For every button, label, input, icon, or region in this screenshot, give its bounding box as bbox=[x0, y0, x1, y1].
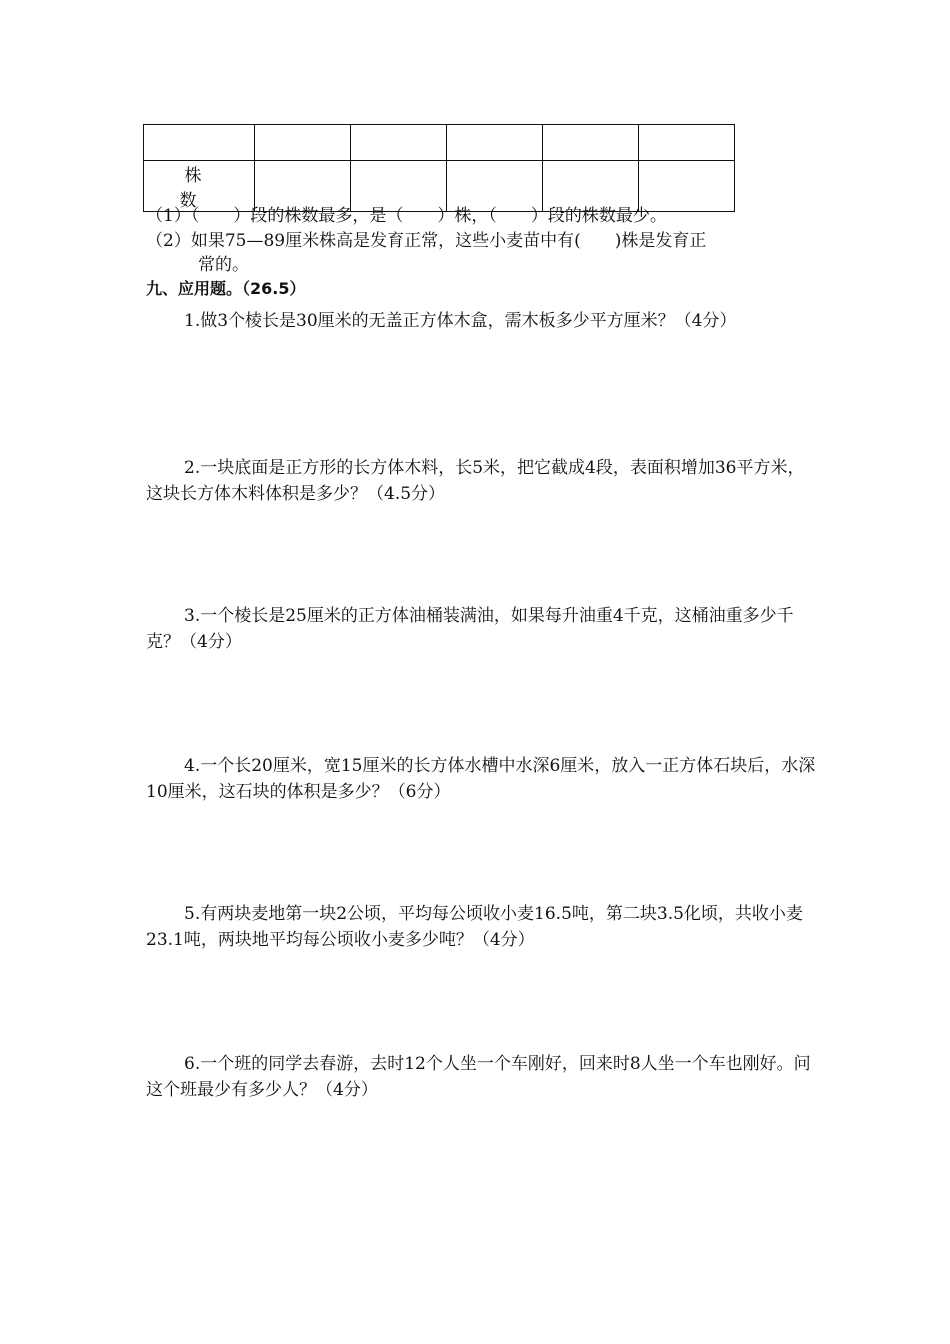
table-cell bbox=[255, 125, 351, 161]
table-row bbox=[144, 125, 735, 161]
fill-line-3: 常的。 bbox=[198, 255, 249, 275]
question-text: 2.一块底面是正方形的长方体木料，长5米，把它截成4段，表面积增加36平方米，这块长方体木料体积是多少？（4.5分） bbox=[146, 458, 805, 504]
question-text: 6.一个班的同学去春游，去时12个人坐一个车刚好，回来时8人坐一个车也刚好。问这个班最少有多少人？（4分） bbox=[146, 1054, 811, 1100]
frequency-table bbox=[143, 124, 735, 212]
table-cell bbox=[543, 125, 639, 161]
question-text: 5.有两块麦地第一块2公顷，平均每公顷收小麦16.5吨，第二块3.5化顷，共收小麦23.1吨，两块地平均每公顷收小麦多少吨？（4分） bbox=[146, 904, 803, 950]
question-text: 1.做3个棱长是30厘米的无盖正方体木盒，需木板多少平方厘米？（4分） bbox=[184, 311, 737, 331]
question-4 bbox=[146, 753, 816, 805]
table-cell bbox=[351, 125, 447, 161]
row-label: 株 数 bbox=[179, 166, 224, 211]
table-cell bbox=[144, 125, 255, 161]
question-1 bbox=[146, 308, 816, 334]
fill-line-2: （2）如果75—89厘米株高是发育正常，这些小麦苗中有( )株是发育正 bbox=[146, 231, 707, 251]
question-text: 4.一个长20厘米，宽15厘米的长方体水槽中水深6厘米，放入一正方体石块后，水深10厘米，这石块的体积是多少？（6分） bbox=[146, 756, 816, 802]
table-cell bbox=[639, 125, 735, 161]
question-5 bbox=[146, 901, 816, 953]
section-title: 九、应用题。（26.5） bbox=[146, 279, 306, 298]
question-6 bbox=[146, 1051, 816, 1103]
table-cell bbox=[447, 125, 543, 161]
question-text: 3.一个棱长是25厘米的正方体油桶装满油，如果每升油重4千克，这桶油重多少千克？（4分） bbox=[146, 606, 794, 652]
question-3 bbox=[146, 603, 816, 655]
question-2 bbox=[146, 455, 816, 507]
fill-line-1: （1）（ ）段的株数最多，是（ ）株，（ ）段的株数最少。 bbox=[146, 206, 667, 226]
